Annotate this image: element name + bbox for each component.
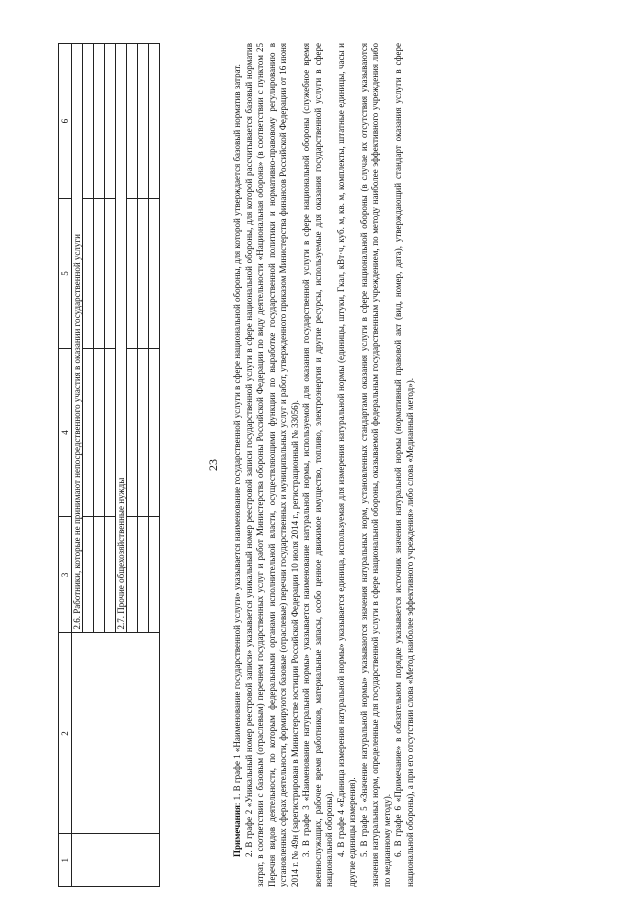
note-item: 2. В графе 2 «Уникальный номер реестровой записи» указывается уникальный номер реестровой записи государственной услуги в сфере национальной обороны, для которой рассчитывается базовый норматив затрат, в соответствии с базовым (отраслевым) перечнем государственных услуг и работ Министерства обороны Российской Федерации по виду деятельности «Национальная оборона» (в соответствии с пунктом 25 Перечня видов деятельности, по которым федеральными органами исполнительной власти, осуществляющими функции по выработке государственной политики и нормативно-правовому регулированию в установленных сферах деятельности, формируются базовые (отраслевые) перечни государственных и муниципальных услуг и работ, утвержденного приказом Министерства финансов Российской Федерации от 16 июня 2014 г. № 49н (зарегистрирован в Министерстве юстиции Российской Федерации 10 июля 2014 г., регистрационный № 33056).	[243, 43, 300, 887]
notes-label: Примечания	[232, 805, 242, 857]
table-cell	[72, 633, 160, 834]
table-cell	[72, 834, 160, 887]
section-workers: 2.6. Работники, которые не принимают непосредственного участия в оказании государственной услуги	[72, 44, 83, 633]
note-item: 4. В графе 4 «Единица измерения натуральной нормы» указывается единица, используемая для измерения натуральной нормы (единицы, штуки, Гкал, кВт·ч, куб. м, кв. м, комплекты, штатные единицы, часы и другие единицы измерения).	[335, 43, 357, 887]
table-row	[72, 44, 83, 887]
col-5-header: 5	[59, 199, 72, 348]
section-general: 2.7. Прочие общехозяйственные нужды	[116, 44, 127, 633]
table-header-row	[59, 44, 72, 887]
norms-table	[58, 43, 160, 887]
col-6-header: 6	[59, 44, 72, 199]
notes-block	[232, 43, 416, 887]
note-item: 5. В графе 5 «Значение натуральной нормы» указываются значения натуральных норм, установленных стандартами оказания услуги в сфере национальной обороны (в случае их отсутствия указываются значения натуральных норм, определенные для государственной услуги в сфере национальной обороны, оказываемой федеральным государственным учреждением, по методу наиболее эффективного учреждения либо по медианному методу).	[358, 43, 392, 887]
note-item: 6. В графе 6 «Примечание» в обязательном порядке указывается источник значения натуральной нормы (нормативный правовой акт (вид, номер, дата), утверждающий стандарт оказания услуги в сфере национальной обороны), а при его отсутствии слова «Метод наиболее эффективного учреждения» либо слова «Медианный метод»).	[393, 43, 415, 887]
col-4-header: 4	[59, 348, 72, 516]
note-item: Примечания: 1. В графе 1 «Наименование государственной услуги» указывается наименование государственной услуги в сфере национальной обороны, для которой утверждается базовый норматив затрат.	[232, 64, 242, 857]
note-item: 3. В графе 3 «Наименование натуральной нормы» указывается наименование натуральной нормы, используемой для оказания государственной услуги в сфере национальной обороны (служебное время военнослужащих, рабочее время работников, материальные запасы, особо ценное движимое имущество, топливо, электроэнергия и другие ресурсы, используемые для оказания государственной услуги в сфере национальной обороны).	[301, 43, 334, 887]
col-3-header: 3	[59, 517, 72, 633]
rotated-page	[10, 35, 630, 895]
col-2-header: 2	[59, 633, 72, 834]
page-number: 23	[206, 459, 220, 471]
col-1-header: 1	[59, 834, 72, 887]
